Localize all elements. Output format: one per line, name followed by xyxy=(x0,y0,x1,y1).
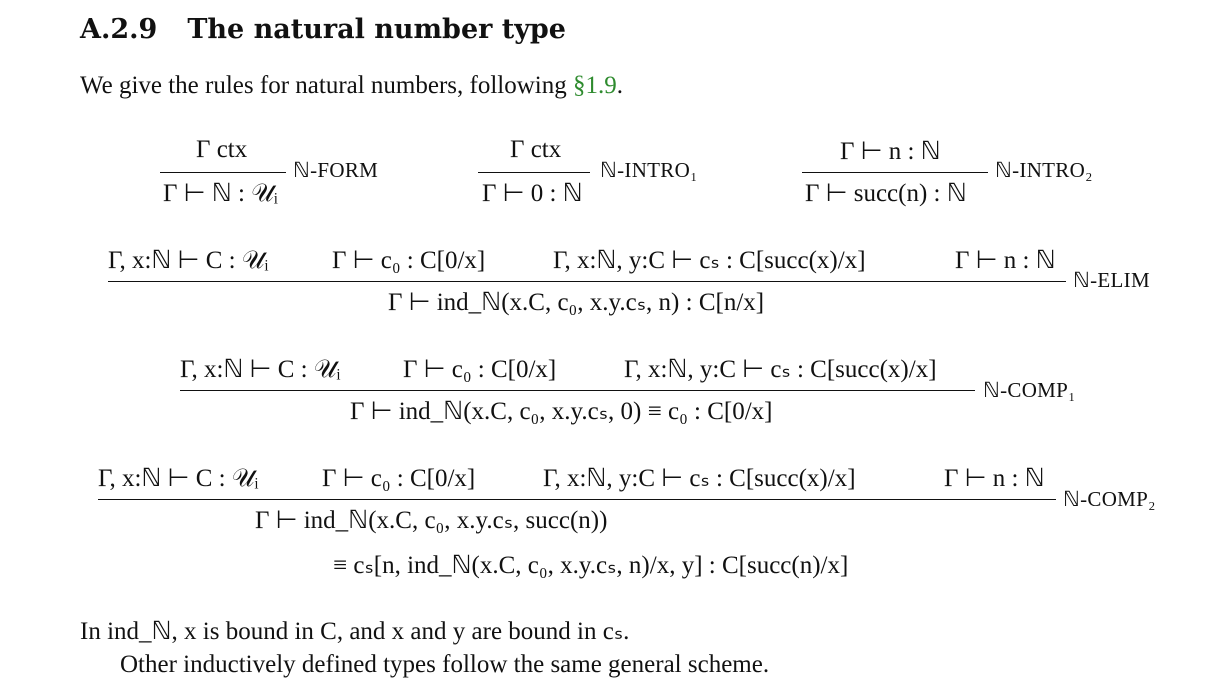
elim-conclusion: Γ ⊢ ind_ℕ(x.C, c₀, x.y.cₛ, n) : C[n/x] xyxy=(388,289,765,316)
comp2-conclusion-1: Γ ⊢ ind_ℕ(x.C, c₀, x.y.cₛ, succ(n)) xyxy=(255,507,608,534)
comp2-premise-3: Γ, x:ℕ, y:C ⊢ cₛ : C[succ(x)/x] xyxy=(543,465,856,492)
closing-line-2: Other inductively defined types follow the same general scheme. xyxy=(120,651,770,678)
comp1-premise-2: Γ ⊢ c₀ : C[0/x] xyxy=(403,356,557,383)
form-rule-line xyxy=(160,172,286,173)
comp2-premise-4: Γ ⊢ n : ℕ xyxy=(944,465,1045,492)
comp1-conclusion: Γ ⊢ ind_ℕ(x.C, c₀, x.y.cₛ, 0) ≡ c₀ : C[0/x] xyxy=(350,398,773,425)
intro2-rule-line xyxy=(802,172,988,173)
intro2-rule-name: ℕ-INTRO₂ xyxy=(995,158,1093,182)
closing-line-1: In ind_ℕ, x is bound in C, and x and y are bound in cₛ. xyxy=(80,618,630,645)
elim-premise-3: Γ, x:ℕ, y:C ⊢ cₛ : C[succ(x)/x] xyxy=(553,247,866,274)
section-ref-link[interactable]: §1.9 xyxy=(573,72,617,99)
intro1-rule-line xyxy=(478,172,590,173)
elim-premise-1: Γ, x:ℕ ⊢ C : 𝒰ᵢ xyxy=(108,247,269,274)
elim-premise-4: Γ ⊢ n : ℕ xyxy=(955,247,1056,274)
form-premise: Γ ctx xyxy=(196,136,248,163)
comp1-premise-3: Γ, x:ℕ, y:C ⊢ cₛ : C[succ(x)/x] xyxy=(624,356,937,383)
form-conclusion: Γ ⊢ ℕ : 𝒰ᵢ xyxy=(163,180,278,207)
elim-rule-name: ℕ-ELIM xyxy=(1073,268,1150,292)
intro1-rule-name: ℕ-INTRO₁ xyxy=(600,158,698,182)
intro-text: We give the rules for natural numbers, following xyxy=(80,72,573,99)
comp2-premise-2: Γ ⊢ c₀ : C[0/x] xyxy=(322,465,476,492)
comp2-rule-line xyxy=(98,499,1056,500)
comp2-rule-name: ℕ-COMP₂ xyxy=(1063,487,1156,511)
comp1-premise-1: Γ, x:ℕ ⊢ C : 𝒰ᵢ xyxy=(180,356,341,383)
form-rule-name: ℕ-FORM xyxy=(293,158,379,182)
section-title: The natural number type xyxy=(187,14,566,45)
comp1-rule-name: ℕ-COMP₁ xyxy=(983,378,1076,402)
section-heading xyxy=(80,14,566,45)
elim-rule-line xyxy=(108,281,1066,282)
intro1-conclusion: Γ ⊢ 0 : ℕ xyxy=(482,180,583,207)
comp2-conclusion-2: ≡ cₛ[n, ind_ℕ(x.C, c₀, x.y.cₛ, n)/x, y] : C[succ(n)/x] xyxy=(333,552,849,579)
intro1-premise: Γ ctx xyxy=(510,136,562,163)
section-number: A.2.9 xyxy=(80,14,158,45)
intro2-conclusion: Γ ⊢ succ(n) : ℕ xyxy=(805,180,967,207)
comp1-rule-line xyxy=(180,390,975,391)
intro-paragraph xyxy=(80,72,623,100)
comp2-premise-1: Γ, x:ℕ ⊢ C : 𝒰ᵢ xyxy=(98,465,259,492)
elim-premise-2: Γ ⊢ c₀ : C[0/x] xyxy=(332,247,486,274)
intro2-premise: Γ ⊢ n : ℕ xyxy=(840,138,941,165)
intro-text-end: . xyxy=(616,72,623,99)
